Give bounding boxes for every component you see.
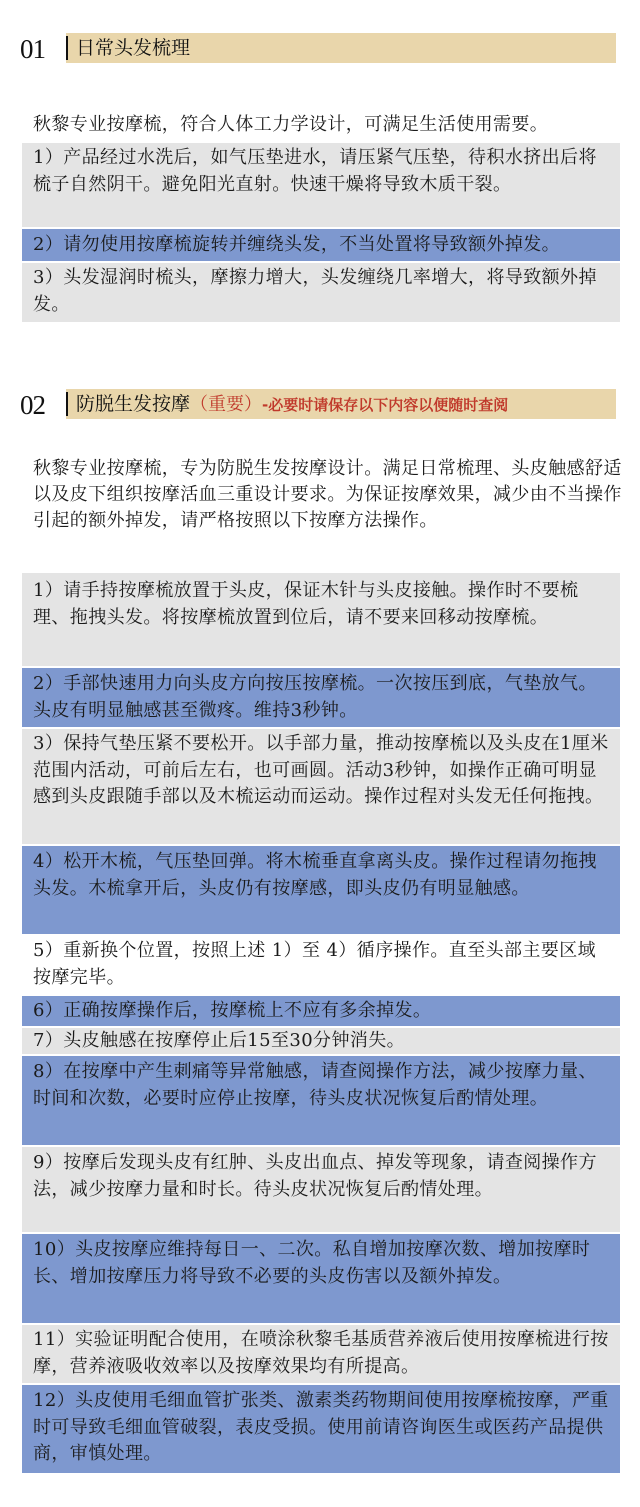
list-item: 1）请手持按摩梳放置于头皮，保证木针与头皮接触。操作时不要梳理、拖拽头发。将按摩梳放置到位后，请不要来回移动按摩梳。 xyxy=(22,573,620,666)
list-item: 3）保持气垫压紧不要松开。以手部力量，推动按摩梳以及头皮在1厘米范围内活动，可前后左右，也可画圆。活动3秒钟，如操作正确可明显感到头皮跟随手部以及木梳运动而运动。操作过程对头发无任何拖拽。 xyxy=(22,729,620,844)
list-item: 1）产品经过水洗后，如气压垫进水，请压紧气压垫，待积水挤出后将梳子自然阴干。避免阳光直射。快速干燥将导致木质干裂。 xyxy=(22,143,620,227)
important-label: （重要） xyxy=(190,394,263,415)
section-01-header xyxy=(0,33,640,65)
section-title xyxy=(76,389,508,420)
section-title-bar xyxy=(66,33,616,63)
section-title-main: 防脱生发按摩 xyxy=(76,393,191,415)
list-item: 7）头皮触感在按摩停止后15至30分钟消失。 xyxy=(22,1028,620,1054)
list-item: 9）按摩后发现头皮有红肿、头皮出血点、掉发等现象，请查阅操作方法，减少按摩力量和时长。待头皮状况恢复后酌情处理。 xyxy=(22,1147,620,1232)
list-item: 2）手部快速用力向头皮方向按压按摩梳。一次按压到底，气垫放气。头皮有明显触感甚至微疼。维持3秒钟。 xyxy=(22,668,620,727)
list-item: 6）正确按摩操作后，按摩梳上不应有多余掉发。 xyxy=(22,996,620,1026)
section-02-header xyxy=(0,389,640,421)
list-item: 10）头皮按摩应维持每日一、二次。私自增加按摩次数、增加按摩时长、增加按摩压力将导致不必要的头皮伤害以及额外掉发。 xyxy=(22,1234,620,1323)
list-item: 5）重新换个位置，按照上述 1）至 4）循序操作。直至头部主要区域按摩完毕。 xyxy=(22,936,620,994)
section-02-intro: 秋黎专业按摩梳，专为防脱生发按摩设计。满足日常梳理、头皮触感舒适以及皮下组织按摩活血三重设计要求。为保证按摩效果，减少由不当操作引起的额外掉发，请严格按照以下按摩方法操作。 xyxy=(33,458,622,531)
section-title: 日常头发梳理 xyxy=(76,37,191,59)
list-item: 4）松开木梳，气压垫回弹。将木梳垂直拿离头皮。操作过程请勿拖拽头发。木梳拿开后，头皮仍有按摩感，即头皮仍有明显触感。 xyxy=(22,846,620,934)
list-item: 12）头皮使用毛细血管扩张类、激素类药物期间使用按摩梳按摩，严重时可导致毛细血管破裂，表皮受损。使用前请咨询医生或医药产品提供商，审慎处理。 xyxy=(22,1385,620,1473)
divider xyxy=(66,36,68,60)
section-01-intro: 秋黎专业按摩梳，符合人体工力学设计，可满足生活使用需要。 xyxy=(33,114,549,135)
list-item: 3）头发湿润时梳头，摩擦力增大，头发缠绕几率增大，将导致额外掉发。 xyxy=(22,263,620,322)
section-number: 01 xyxy=(20,34,45,64)
section-title-bar xyxy=(66,389,616,419)
section-number: 02 xyxy=(20,390,45,420)
title-note: -必要时请保存以下内容以便随时查阅 xyxy=(262,396,509,414)
list-item: 11）实验证明配合使用，在喷涂秋黎毛基质营养液后使用按摩梳进行按摩，营养液吸收效率以及按摩效果均有所提高。 xyxy=(22,1325,620,1383)
divider xyxy=(66,392,68,416)
list-item: 2）请勿使用按摩梳旋转并缠绕头发，不当处置将导致额外掉发。 xyxy=(22,229,620,261)
list-item: 8）在按摩中产生刺痛等异常触感，请查阅操作方法，减少按摩力量、时间和次数，必要时应停止按摩，待头皮状况恢复后酌情处理。 xyxy=(22,1056,620,1145)
